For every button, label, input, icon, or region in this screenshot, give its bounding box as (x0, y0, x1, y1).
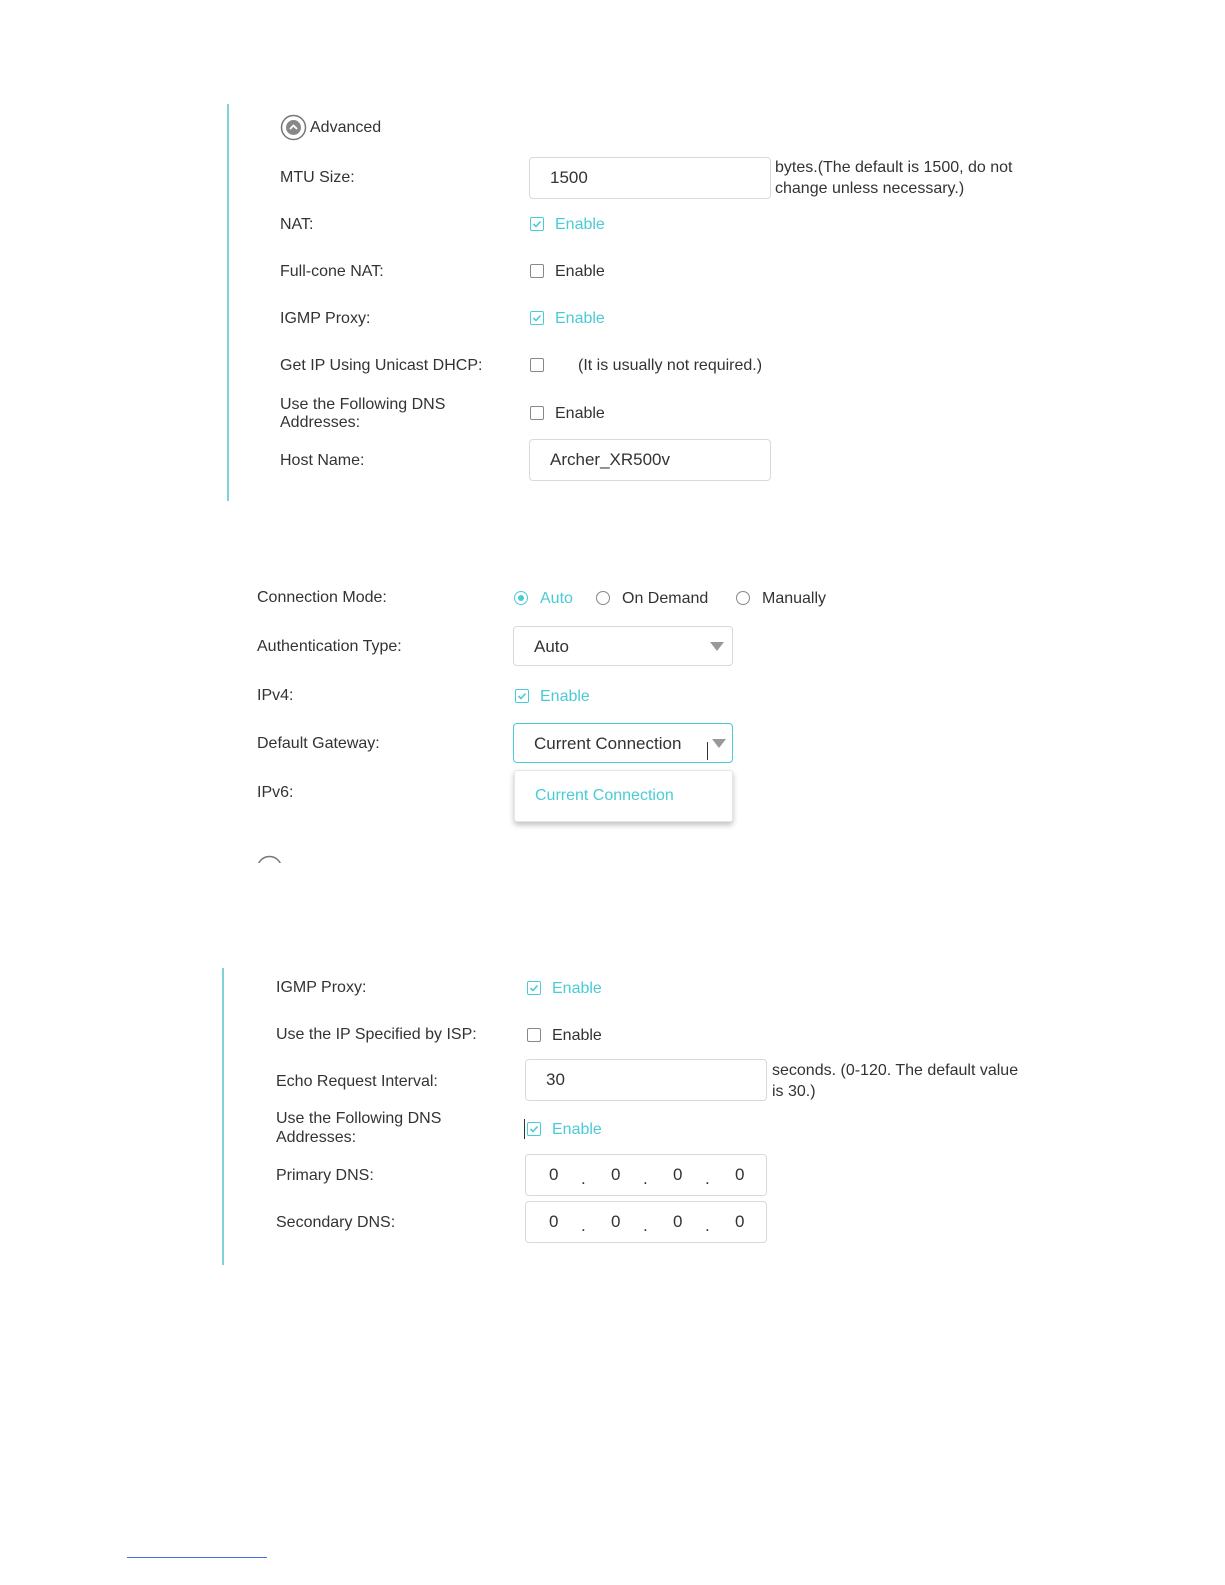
chevron-up-circle-icon (280, 114, 307, 141)
mtu-size-input[interactable]: 1500 (529, 157, 771, 199)
checkmark-icon (529, 983, 539, 993)
dropdown-arrow-icon (712, 739, 726, 748)
panel1-side-line (227, 104, 229, 501)
secondary-dns-octet-1[interactable]: 0 (549, 1212, 559, 1231)
default-gateway-select[interactable] (513, 723, 733, 763)
dns-checkbox[interactable] (530, 406, 544, 420)
default-gateway-label: Default Gateway: (257, 735, 380, 752)
p3-dns-checkbox[interactable] (527, 1122, 541, 1136)
ip-dot: . (581, 1216, 586, 1235)
checkmark-icon (532, 219, 542, 229)
default-gateway-value: Current Connection (534, 734, 682, 753)
unicast-dhcp-checkbox[interactable] (530, 358, 544, 372)
ip-dot: . (643, 1216, 648, 1235)
host-name-input[interactable]: Archer_XR500v (529, 439, 771, 481)
primary-dns-octet-2[interactable]: 0 (611, 1165, 621, 1184)
dns-enable-text[interactable]: Enable (555, 405, 605, 422)
p3-dns-label-line1: Use the Following DNS (276, 1110, 442, 1127)
primary-dns-label: Primary DNS: (276, 1167, 374, 1184)
fullcone-nat-label: Full-cone NAT: (280, 263, 384, 280)
nat-label: NAT: (280, 216, 314, 233)
secondary-dns-label: Secondary DNS: (276, 1214, 396, 1231)
primary-dns-octet-1[interactable]: 0 (549, 1165, 559, 1184)
ip-dot: . (705, 1216, 710, 1235)
panel3-side-line (222, 968, 224, 1265)
nat-enable-text[interactable]: Enable (555, 216, 605, 233)
auth-type-value: Auto (534, 637, 569, 656)
connection-mode-auto-radio[interactable] (514, 591, 528, 605)
isp-ip-checkbox[interactable] (527, 1028, 541, 1042)
auth-type-label: Authentication Type: (257, 638, 402, 655)
unicast-dhcp-note: (It is usually not required.) (578, 357, 763, 374)
echo-note-line2: is 30.) (772, 1083, 816, 1100)
isp-ip-enable-text[interactable]: Enable (552, 1027, 602, 1044)
igmp-proxy-enable-text[interactable]: Enable (555, 310, 605, 327)
primary-dns-octet-4[interactable]: 0 (735, 1165, 745, 1184)
secondary-dns-octet-2[interactable]: 0 (611, 1212, 621, 1231)
checkmark-icon (529, 1124, 539, 1134)
primary-dns-octet-3[interactable]: 0 (673, 1165, 683, 1184)
mtu-note-line2: change unless necessary.) (775, 180, 965, 197)
fullcone-nat-checkbox[interactable] (530, 264, 544, 278)
ip-dot: . (705, 1169, 710, 1188)
echo-interval-input[interactable]: 30 (525, 1059, 767, 1101)
igmp-proxy-checkbox[interactable] (530, 311, 544, 325)
dns-label-line2: Addresses: (280, 414, 361, 431)
chevron-circle-icon (256, 855, 283, 863)
p3-dns-enable-text[interactable]: Enable (552, 1121, 602, 1138)
mtu-size-label: MTU Size: (280, 169, 355, 186)
secondary-dns-input[interactable] (525, 1201, 767, 1243)
checkmark-icon (532, 313, 542, 323)
unicast-dhcp-label: Get IP Using Unicast DHCP: (280, 357, 483, 374)
connection-mode-auto-text[interactable]: Auto (540, 590, 573, 607)
ipv4-enable-text[interactable]: Enable (540, 688, 590, 705)
secondary-dns-octet-3[interactable]: 0 (673, 1212, 683, 1231)
echo-note-line1: seconds. (0-120. The default value (772, 1062, 1019, 1079)
p3-igmp-proxy-enable-text[interactable]: Enable (552, 980, 602, 997)
p3-igmp-proxy-checkbox[interactable] (527, 981, 541, 995)
ipv4-checkbox[interactable] (515, 689, 529, 703)
ip-dot: . (643, 1169, 648, 1188)
primary-dns-input[interactable] (525, 1154, 767, 1196)
text-cursor (524, 1119, 525, 1139)
nat-checkbox[interactable] (530, 217, 544, 231)
p3-igmp-proxy-label: IGMP Proxy: (276, 979, 367, 996)
secondary-dns-octet-4[interactable]: 0 (735, 1212, 745, 1231)
text-cursor (707, 742, 708, 760)
mtu-note-line1: bytes.(The default is 1500, do not (775, 159, 1013, 176)
footer-rule (127, 1557, 267, 1558)
p3-dns-label-line2: Addresses: (276, 1129, 357, 1146)
fullcone-nat-enable-text[interactable]: Enable (555, 263, 605, 280)
connection-mode-on-demand-text[interactable]: On Demand (622, 590, 709, 607)
host-name-label: Host Name: (280, 452, 365, 469)
default-gateway-menu-option[interactable]: Current Connection (535, 787, 674, 804)
advanced-toggle[interactable] (280, 114, 400, 142)
dropdown-arrow-icon (710, 642, 724, 651)
connection-mode-on-demand-radio[interactable] (596, 591, 610, 605)
checkmark-icon (517, 691, 527, 701)
advanced-label: Advanced (310, 119, 382, 136)
auth-type-select[interactable] (513, 626, 733, 666)
echo-interval-label: Echo Request Interval: (276, 1073, 438, 1090)
ip-dot: . (581, 1169, 586, 1188)
igmp-proxy-label: IGMP Proxy: (280, 310, 371, 327)
ipv4-label: IPv4: (257, 687, 294, 704)
connection-mode-manually-radio[interactable] (736, 591, 750, 605)
connection-mode-label: Connection Mode: (257, 589, 387, 606)
isp-ip-label: Use the IP Specified by ISP: (276, 1026, 477, 1043)
default-gateway-menu (514, 770, 733, 822)
ipv6-label: IPv6: (257, 784, 294, 801)
panel2-advanced-toggle-cropped[interactable] (256, 855, 376, 863)
connection-mode-manually-text[interactable]: Manually (762, 590, 827, 607)
dns-label-line1: Use the Following DNS (280, 396, 446, 413)
